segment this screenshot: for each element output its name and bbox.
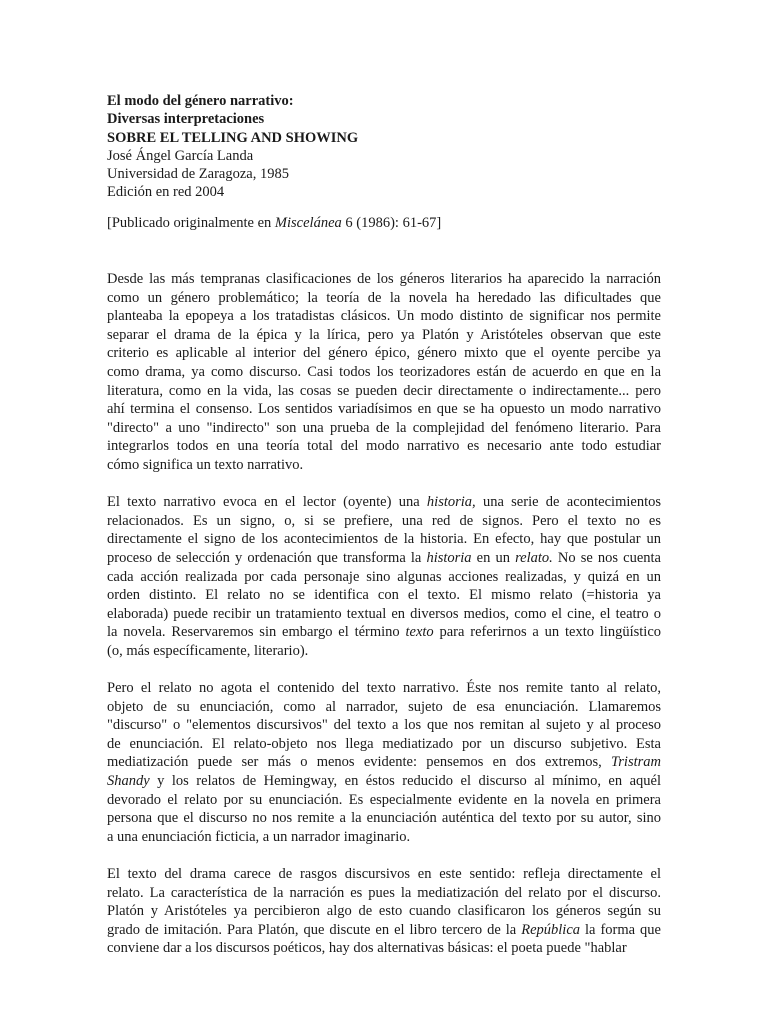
- text-line: [107, 679, 661, 698]
- text-line: [107, 939, 661, 958]
- text-segment: cada acción realizada por cada personaje sino algunas acciones realizadas, y quizá en un: [107, 568, 661, 585]
- publication-prefix: [Publicado originalmente en: [107, 215, 275, 231]
- text-line: [107, 828, 661, 847]
- text-segment: literatura, como en la vida, las cosas se pueden decir directamente o indirectamente... pero: [107, 382, 661, 399]
- text-segment: devorado el relato por su enunciación. Es especialmente evidente en la novela en primera: [107, 791, 661, 808]
- text-segment: elaborada) puede recibir un tratamiento textual en diversos medios, como el cine, el teatro o: [107, 605, 661, 622]
- text-line: [107, 400, 661, 419]
- text-segment: integrarlos todos en una teoría total del modo narrativo es necesario ante todo estudiar: [107, 438, 661, 455]
- text-segment: proceso de selección y ordenación que transforma la: [107, 549, 427, 566]
- italic-text: Tristram: [611, 754, 661, 771]
- text-line: [107, 698, 661, 717]
- text-segment: en un: [471, 549, 516, 566]
- text-segment: relacionados. Es un signo, o, si se prefiere, una red de signos. Pero el texto no es: [107, 512, 661, 529]
- text-segment: "discurso" o "elementos discursivos" del texto a los que nos remitan al sujeto y al proceso: [107, 717, 661, 734]
- text-line: [107, 568, 661, 587]
- text-line: [107, 791, 661, 810]
- text-segment: "directo" a uno "indirecto" son una prueba de la complejidad del fenómeno literario. Para: [107, 419, 661, 436]
- text-segment: ahí termina el consenso. Los sentidos variadísimos en que se ha opuesto un modo narrativo: [107, 401, 661, 418]
- text-segment: como drama, ya como discurso. Casi todos los teorizadores están de acuerdo en que en la: [107, 363, 661, 380]
- text-segment: separar el drama de la épica y la lírica, pero ya Platón y Aristóteles observan que este: [107, 326, 661, 343]
- text-segment: directamente el signo de los acontecimientos de la historia. En efecto, hay que postular un: [107, 531, 661, 548]
- text-segment: de enunciación. El relato-objeto nos llega mediatizado por un discurso subjetivo. Esta: [107, 735, 661, 752]
- text-line: [107, 307, 661, 326]
- text-segment: Platón y Aristóteles ya percibieron algo de esto cuando clasificaron los géneros según su: [107, 903, 661, 920]
- text-line: [107, 289, 661, 308]
- text-line: [107, 772, 661, 791]
- text-segment: para referirnos a un texto lingüístico: [433, 624, 661, 641]
- edition-note: Edición en red 2004: [107, 184, 225, 201]
- text-line: [107, 623, 661, 642]
- text-segment: conviene dar a los discursos poéticos, hay dos alternativas básicas: el poeta puede "hablar: [107, 940, 627, 957]
- text-line: [107, 884, 661, 903]
- text-segment: Pero el relato no agota el contenido del texto narrativo. Éste nos remite tanto al relato,: [107, 680, 661, 697]
- text-line: [107, 902, 661, 921]
- text-line: [107, 716, 661, 735]
- journal-name: Miscelánea: [274, 215, 342, 231]
- text-segment: criterio es aplicable al interior del género épico, género mixto que el oyente percibe ya: [107, 345, 661, 362]
- text-line: [107, 493, 661, 512]
- text-line: [107, 809, 661, 828]
- text-line: [107, 642, 661, 661]
- text-line: [107, 530, 661, 549]
- text-line: [107, 326, 661, 345]
- text-segment: grado de imitación. Para Platón, que discute en el libro tercero de la: [107, 921, 522, 938]
- title-line-1: El modo del género narrativo:: [107, 93, 294, 109]
- text-segment: planteaba la epopeya a los tratadistas clásicos. Un modo distinto de significar nos permite: [107, 308, 661, 325]
- text-line: [107, 753, 661, 772]
- text-segment: relato. La característica de la narración es pues la mediatización del relato por el discurso.: [107, 884, 661, 901]
- author: José Ángel García Landa: [107, 147, 254, 164]
- text-line: [107, 419, 661, 438]
- text-line: [107, 270, 661, 289]
- text-segment: El texto del drama carece de rasgos discursivos en este sentido: refleja directamente el: [107, 866, 661, 882]
- italic-text: historia: [426, 549, 472, 566]
- text-line: [107, 382, 661, 401]
- publication-suffix: 6 (1986): 61-67]: [341, 215, 442, 231]
- text-line: [107, 865, 661, 884]
- text-segment: una serie de acontecimientos: [475, 494, 661, 511]
- paragraph: [107, 865, 661, 958]
- text-line: [107, 344, 661, 363]
- text-segment: la forma que: [580, 921, 661, 938]
- text-segment: como un género problemático; la teoría de la novela ha heredado las dificultades que: [107, 289, 661, 306]
- body-text: [107, 270, 661, 977]
- paragraph: [107, 493, 661, 660]
- text-segment: Desde las más tempranas clasificaciones de los géneros literarios ha aparecido la narración: [107, 271, 661, 287]
- text-line: [107, 921, 661, 940]
- text-line: [107, 735, 661, 754]
- text-segment: objeto de su enunciación, como al narrador, sujeto de esa enunciación. Llamaremos: [107, 698, 661, 715]
- text-segment: No se nos cuenta: [552, 549, 661, 566]
- text-segment: y los relatos de Hemingway, en éstos reducido el discurso al mínimo, en aquél: [149, 773, 661, 790]
- text-segment: la novela. Reservaremos sin embargo el término: [107, 624, 406, 641]
- text-line: [107, 363, 661, 382]
- italic-text: texto: [405, 624, 434, 641]
- text-segment: (o, más específicamente, literario).: [107, 642, 309, 659]
- text-line: [107, 586, 661, 605]
- affiliation: Universidad de Zaragoza, 1985: [107, 166, 289, 183]
- text-segment: cómo significa un texto narrativo.: [107, 456, 304, 473]
- text-segment: a una enunciación ficticia, a un narrador imaginario.: [107, 828, 411, 845]
- text-line: [107, 456, 661, 475]
- italic-text: relato.: [515, 549, 553, 566]
- text-line: [107, 512, 661, 531]
- publication-note: [107, 214, 667, 232]
- text-segment: persona que el discurso no nos remite a la enunciación auténtica del texto por su autor, sino: [107, 810, 661, 827]
- text-line: [107, 549, 661, 568]
- title-line-2: Diversas interpretaciones: [107, 111, 265, 128]
- italic-text: República: [521, 921, 581, 938]
- paragraph: [107, 270, 661, 475]
- text-segment: El texto narrativo evoca en el lector (oyente) una: [107, 494, 427, 511]
- text-line: [107, 437, 661, 456]
- italic-text: Shandy: [107, 773, 150, 790]
- paragraph: [107, 679, 661, 846]
- italic-text: historia,: [426, 494, 476, 511]
- title-line-3: SOBRE EL TELLING AND SHOWING: [107, 129, 359, 146]
- text-line: [107, 605, 661, 624]
- text-segment: mediatización puede ser más o menos evidente: pensemos en dos extremos,: [107, 754, 612, 771]
- text-segment: orden distinto. El relato no se identifica con el texto. El mismo relato (=historia ya: [107, 587, 661, 604]
- document-header: [107, 92, 667, 202]
